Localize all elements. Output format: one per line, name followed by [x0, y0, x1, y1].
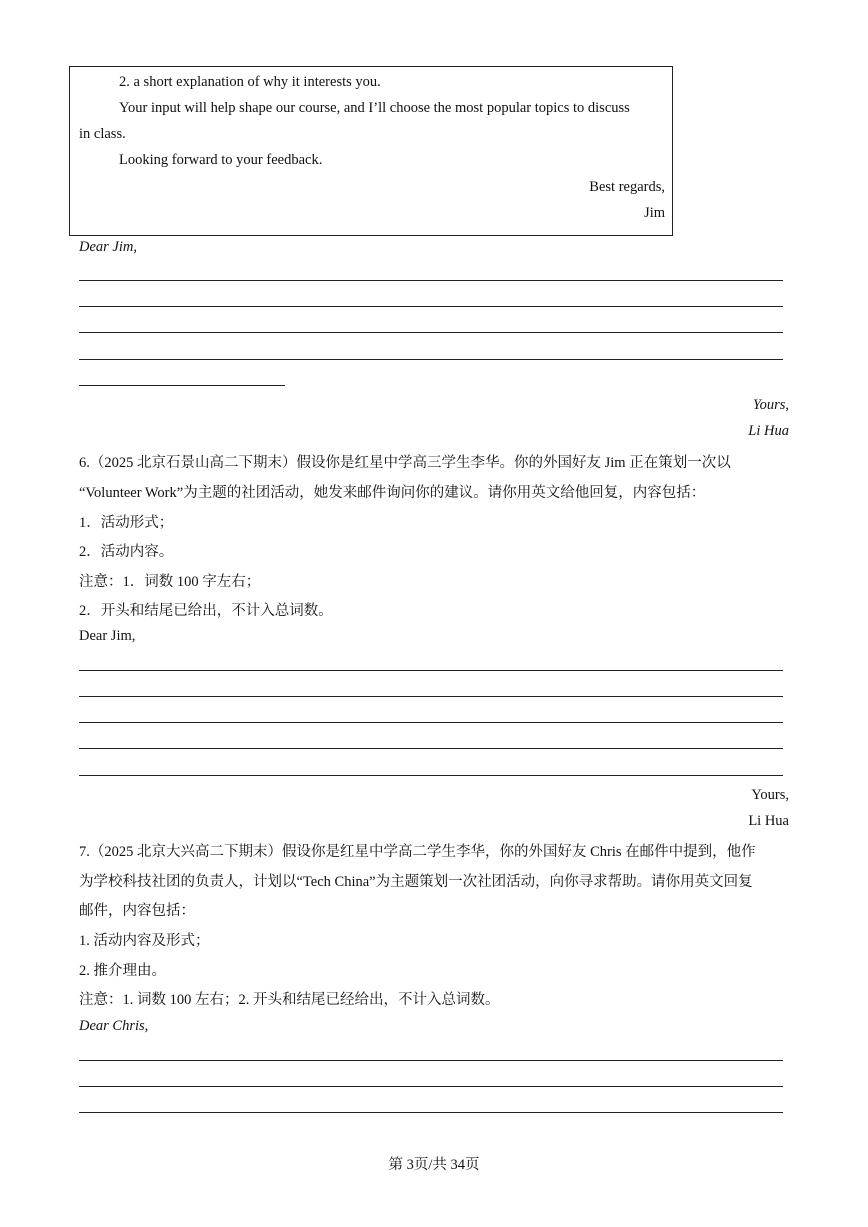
answer-line [79, 696, 783, 697]
letter-box [69, 66, 673, 236]
answer-salutation: Dear Jim, [79, 239, 137, 255]
q7-prompt-line-3: 邮件，内容包括： [79, 903, 195, 919]
answer-line [79, 306, 783, 307]
q6-item-1: 1．活动形式； [79, 515, 174, 531]
answer-line [79, 748, 783, 749]
answer-line [79, 280, 783, 281]
q6-prompt-line-1: 6.（2025 北京石景山高二下期末）假设你是红星中学高三学生李华。你的外国好友 Jim 正在策划一次以 [79, 455, 731, 471]
q6-closing: Yours, [751, 787, 789, 803]
q6-signature: Li Hua [748, 813, 789, 829]
answer-line [79, 332, 783, 333]
q7-item-2: 2. 推介理由。 [79, 963, 166, 979]
letter-signature: Jim [644, 205, 665, 221]
letter-paragraph-1: Your input will help shape our course, and I’ll choose the most popular topics to discuss [119, 100, 630, 116]
answer-line [79, 1112, 783, 1113]
q7-note: 注意：1. 词数 100 左右；2. 开头和结尾已经给出，不计入总词数。 [79, 992, 500, 1008]
answer-line [79, 1060, 783, 1061]
q6-item-2: 2．活动内容。 [79, 544, 174, 560]
q6-note-1: 注意：1．词数 100 字左右； [79, 574, 261, 590]
q7-prompt-line-2: 为学校科技社团的负责人，计划以“Tech China”为主题策划一次社团活动，向你寻求帮助。请你用英文回复 [79, 874, 753, 890]
letter-paragraph-1-continued: in class. [79, 126, 126, 142]
answer-line [79, 670, 783, 671]
answer-line-short [79, 385, 285, 386]
q6-salutation: Dear Jim, [79, 628, 136, 644]
answer-line [79, 775, 783, 776]
q7-item-1: 1. 活动内容及形式； [79, 933, 210, 949]
letter-closing: Best regards, [589, 179, 665, 195]
q6-prompt-line-2: “Volunteer Work”为主题的社团活动，她发来邮件询问你的建议。请你用英文给他回复，内容包括： [79, 485, 706, 501]
answer-signature: Li Hua [748, 423, 789, 439]
answer-closing: Yours, [752, 397, 789, 413]
letter-paragraph-2: Looking forward to your feedback. [119, 152, 323, 168]
answer-line [79, 722, 783, 723]
q6-note-2: 2．开头和结尾已给出，不计入总词数。 [79, 603, 333, 619]
answer-line [79, 359, 783, 360]
q7-salutation: Dear Chris, [79, 1018, 149, 1034]
page-number: 第 3页/共 34页 [388, 1157, 480, 1173]
letter-point-2: 2. a short explanation of why it interests you. [119, 74, 381, 90]
q7-prompt-line-1: 7.（2025 北京大兴高二下期末）假设你是红星中学高二学生李华，你的外国好友 Chris 在邮件中提到，他作 [79, 844, 756, 860]
answer-line [79, 1086, 783, 1087]
